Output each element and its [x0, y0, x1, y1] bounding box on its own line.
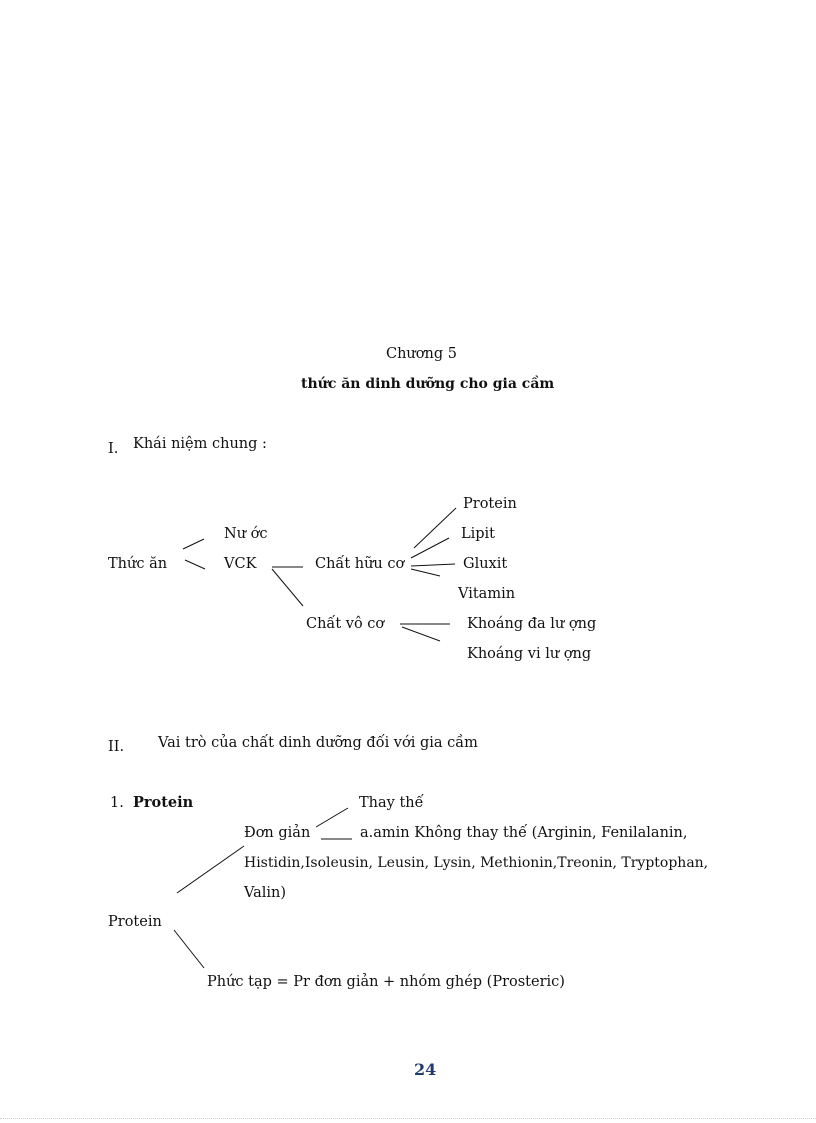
- tree1-water: Nư ớc: [224, 526, 268, 542]
- tree1-vitamin: Vitamin: [458, 586, 516, 602]
- section2-heading: Vai trò của chất dinh dưỡng đối với gia cầm: [158, 735, 478, 751]
- tree1-lipit: Lipit: [461, 526, 496, 542]
- line-simple-to-replaceable: [316, 808, 348, 827]
- page-number: 24: [414, 1060, 437, 1079]
- tree1-vck: VCK: [224, 556, 257, 572]
- footer-divider: [0, 1118, 816, 1119]
- line-root-to-water: [183, 539, 204, 549]
- section1-number: I.: [108, 441, 119, 457]
- line-protein-to-simple: [177, 846, 244, 893]
- line-vck-to-inorganic: [272, 569, 303, 606]
- sub1-number: 1.: [110, 795, 124, 811]
- tree2-simple: Đơn giản: [244, 825, 311, 841]
- tree2-root: Protein: [108, 914, 162, 930]
- tree1-macro-mineral: Khoáng đa lư ợng: [467, 616, 597, 632]
- line-organic-to-protein: [414, 508, 456, 548]
- line-organic-to-lipit: [411, 538, 449, 558]
- tree2-nonreplaceable-line3: Valin): [244, 885, 287, 901]
- line-inorganic-to-micro: [402, 627, 440, 641]
- line-organic-to-vitamin: [411, 569, 440, 576]
- chapter-title: thức ăn dinh dưỡng cho gia cầm: [301, 376, 555, 392]
- section2-number: II.: [108, 739, 125, 755]
- line-organic-to-gluxit: [411, 564, 455, 566]
- line-protein-to-complex: [174, 930, 204, 968]
- tree1-gluxit: Gluxit: [463, 556, 508, 572]
- tree1-root: Thức ăn: [108, 556, 168, 572]
- tree1-inorganic: Chất vô cơ: [306, 616, 385, 632]
- tree2-complex: Phức tạp = Pr đơn giản + nhóm ghép (Prosteric): [207, 974, 565, 990]
- tree2-replaceable: Thay thế: [359, 795, 424, 811]
- tree1-micro-mineral: Khoáng vi lư ợng: [467, 646, 592, 662]
- tree1-protein: Protein: [463, 496, 517, 512]
- sub1-title: Protein: [133, 794, 194, 811]
- line-root-to-vck: [185, 560, 205, 569]
- section1-heading: Khái niệm chung :: [133, 436, 267, 452]
- tree1-organic: Chất hữu cơ: [315, 556, 405, 572]
- tree2-nonreplaceable-line2: Histidin,Isoleusin, Leusin, Lysin, Methionin,Treonin, Tryptophan,: [244, 855, 709, 871]
- chapter-label: Chương 5: [386, 346, 457, 362]
- tree2-nonreplaceable-line1: a.amin Không thay thế (Arginin, Fenilalanin,: [360, 825, 688, 841]
